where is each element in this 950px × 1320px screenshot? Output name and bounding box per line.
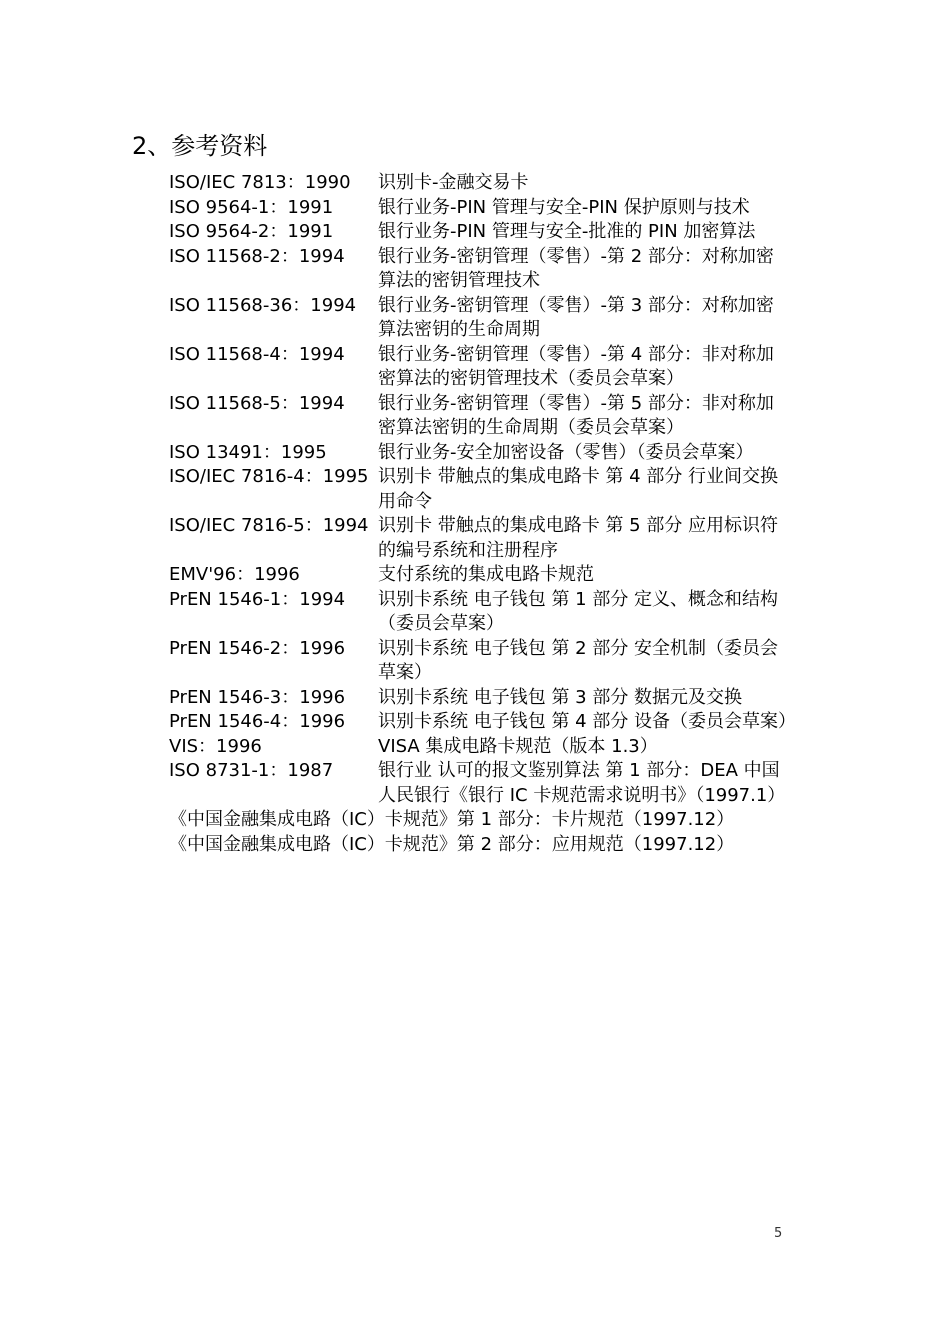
reference-item <box>169 465 789 514</box>
reference-item <box>169 294 789 343</box>
reference-title: 银行业务-密钥管理（零售）-第 3 部分：对称加密算法密钥的生命周期 <box>378 294 774 340</box>
reference-code: ISO/IEC 7816-4：1995 <box>169 466 369 487</box>
reference-code: ISO 9564-1：1991 <box>169 196 334 218</box>
reference-code: EMV'96：1996 <box>169 564 300 585</box>
reference-code: ISO/IEC 7816-5：1994 <box>169 515 369 536</box>
reference-code: ISO 11568-4：1994 <box>169 343 345 365</box>
reference-code: ISO 11568-2：1994 <box>169 245 345 267</box>
reference-title: VISA 集成电路卡规范（版本 1.3） <box>378 735 658 757</box>
reference-code: VIS：1996 <box>169 735 262 757</box>
reference-title: 识别卡-金融交易卡 <box>378 172 529 193</box>
reference-code: ISO 11568-36：1994 <box>169 294 357 316</box>
page-number: 5 <box>774 1226 783 1241</box>
reference-code: ISO 11568-5：1994 <box>169 392 345 414</box>
reference-title: 银行业务-密钥管理（零售）-第 2 部分：对称加密算法的密钥管理技术 <box>378 245 774 291</box>
reference-title: 识别卡 带触点的集成电路卡 第 5 部分 应用标识符的编号系统和注册程序 <box>378 515 779 561</box>
reference-item <box>169 710 797 735</box>
reference-title: 银行业务-PIN 管理与安全-PIN 保护原则与技术 <box>378 196 750 218</box>
reference-item <box>169 759 789 808</box>
reference-title: 银行业务-安全加密设备（零售）（委员会草案） <box>378 441 754 463</box>
reference-title: 银行业 认可的报文鉴别算法 第 1 部分：DEA 中国人民银行《银行 IC 卡规范需求说明书》（1997.1） <box>378 760 786 806</box>
reference-list <box>169 171 797 857</box>
reference-title: 识别卡系统 电子钱包 第 3 部分 数据元及交换 <box>378 686 743 708</box>
reference-item <box>169 563 789 588</box>
reference-item <box>169 588 789 637</box>
reference-code: ISO 13491：1995 <box>169 441 327 463</box>
reference-item <box>169 171 789 196</box>
reference-code: PrEN 1546-1：1994 <box>169 588 346 610</box>
reference-title: 识别卡系统 电子钱包 第 4 部分 设备（委员会草案） <box>378 711 797 732</box>
reference-title: 银行业务-密钥管理（零售）-第 4 部分：非对称加密算法的密钥管理技术（委员会草案） <box>378 343 774 389</box>
reference-title: 识别卡系统 电子钱包 第 1 部分 定义、概念和结构（委员会草案） <box>378 588 779 634</box>
reference-item <box>169 735 789 760</box>
reference-item <box>169 441 789 466</box>
reference-title: 识别卡系统 电子钱包 第 2 部分 安全机制（委员会草案） <box>378 637 779 683</box>
reference-title: 银行业务-PIN 管理与安全-批准的 PIN 加密算法 <box>378 221 756 242</box>
reference-code: ISO 8731-1：1987 <box>169 760 334 781</box>
reference-item <box>169 392 789 441</box>
reference-code: ISO 9564-2：1991 <box>169 221 334 242</box>
full-width-reference: 《中国金融集成电路（IC）卡规范》第 2 部分：应用规范（1997.12） <box>169 833 735 855</box>
reference-title: 识别卡 带触点的集成电路卡 第 4 部分 行业间交换用命令 <box>378 466 779 512</box>
section-title: 2、参考资料 <box>132 132 268 160</box>
reference-code: PrEN 1546-4：1996 <box>169 711 346 732</box>
reference-item <box>169 196 789 221</box>
reference-item <box>169 220 789 245</box>
full-width-reference: 《中国金融集成电路（IC）卡规范》第 1 部分：卡片规范（1997.12） <box>169 809 735 830</box>
reference-item <box>169 637 789 686</box>
reference-code: PrEN 1546-2：1996 <box>169 637 346 659</box>
reference-code: ISO/IEC 7813：1990 <box>169 172 351 193</box>
reference-item <box>169 245 789 294</box>
reference-item <box>169 514 789 563</box>
reference-title: 支付系统的集成电路卡规范 <box>378 564 594 585</box>
reference-code: PrEN 1546-3：1996 <box>169 686 346 708</box>
reference-title: 银行业务-密钥管理（零售）-第 5 部分：非对称加密算法密钥的生命周期（委员会草案） <box>378 392 774 438</box>
reference-item <box>169 343 789 392</box>
reference-item <box>169 686 789 711</box>
